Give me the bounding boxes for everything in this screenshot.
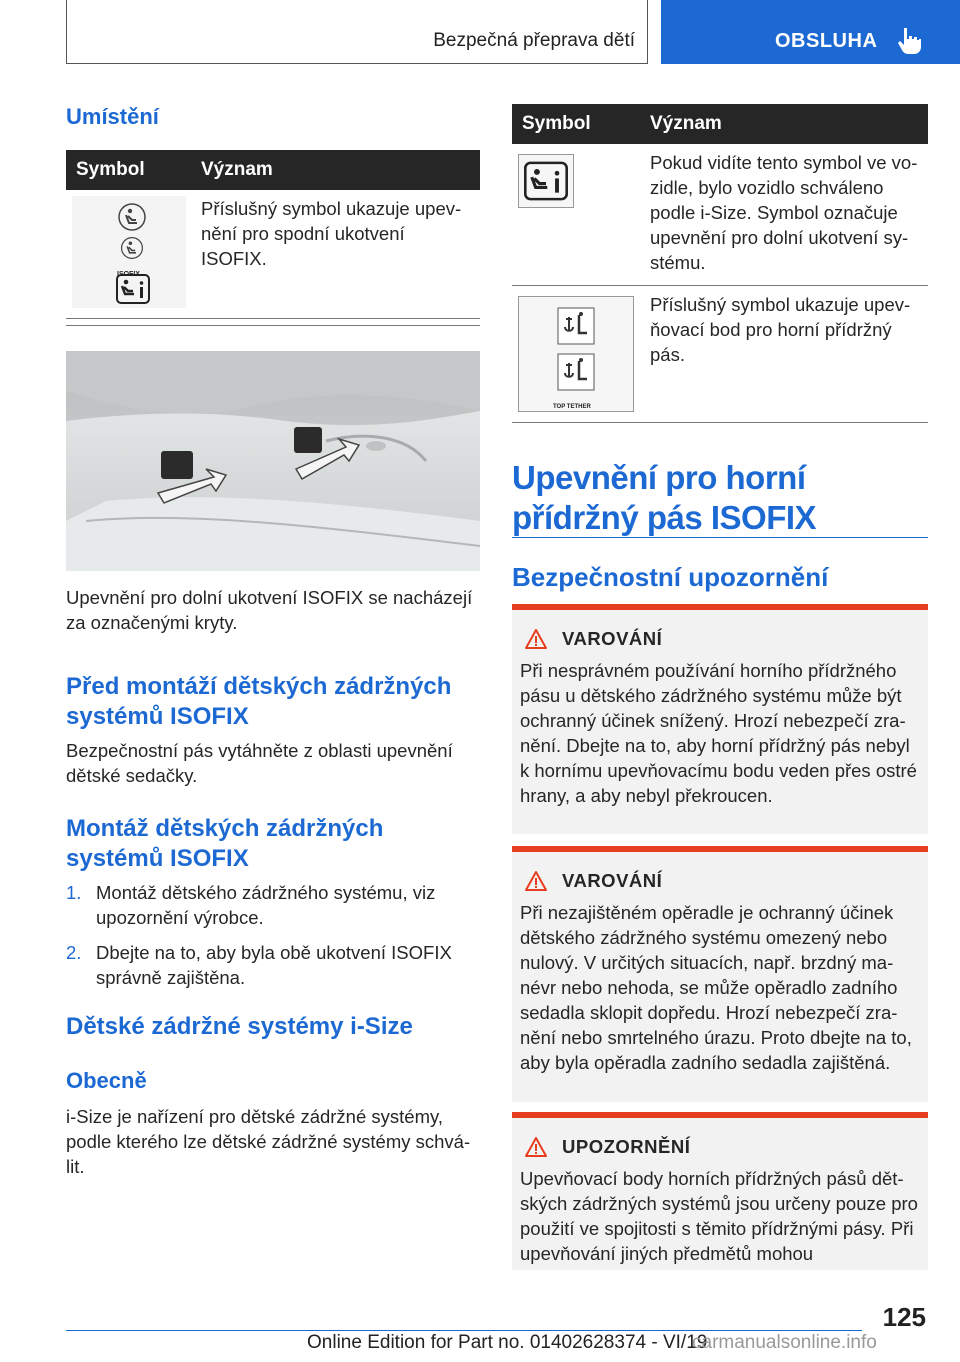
heading-underline [512,537,928,538]
child-seat-icon [120,236,144,260]
warning-box [512,846,928,1102]
step-number: 1. [66,882,82,903]
warning-triangle-icon [524,1136,548,1158]
general-text: i-Size je nařízení pro dětské zádržné systémy, podle kterého lze dětské zádržné systémy schvá-lit. [66,1106,471,1177]
anchor-seat-icon [557,307,595,345]
list-item [66,880,480,930]
rear-seat-illustration [66,351,480,571]
warning-box [512,604,928,834]
safety-notices-heading: Bezpečnostní upozornění [512,562,829,592]
mounting-steps [66,880,480,1000]
column-header-meaning: Význam [191,150,480,190]
mounting-heading: Montáž dětských zádržných systémů ISOFIX [66,815,384,872]
edition-info: Online Edition for Part no. 01402628374 - VI/19 [307,1332,708,1353]
isofix-label: ISOFIX [117,271,140,278]
header-chapter-box [66,0,648,64]
i-size-symbol-description: Pokud vidíte tento symbol ve vo-zidle, bylo vozidlo schváleno podle i-Size. Symbol označuje upevnění pro dolní ukotvení sy-stému. [650,152,918,273]
list-item [66,940,480,990]
step-text: Montáž dětského zádržného systému, viz upozornění výrobce. [96,882,436,928]
caution-box [512,1112,928,1270]
warning-triangle-icon [524,628,548,650]
photo-caption: Upevnění pro dolní ukotvení ISOFIX se nacházejí za označenými kryty. [66,587,473,633]
placement-heading: Umístění [66,104,159,129]
chapter-title: Bezpečná přeprava dětí [433,30,635,51]
footer-divider [66,1330,862,1331]
warning-triangle-icon [524,870,548,892]
before-mounting-heading: Před montáží dětských zádržných systémů ISOFIX [66,673,452,730]
header-section-tab [661,0,960,64]
isofix-symbols-image [72,196,186,308]
step-text: Dbejte na to, aby byla obě ukotvení ISOFIX správně zajištěna. [96,942,452,988]
column-header-meaning: Význam [640,104,928,144]
watermark: carmanualsonline.info [692,1332,877,1353]
top-tether-heading: Upevnění pro horní přídržný pás ISOFIX [512,459,817,536]
section-title: OBSLUHA [775,30,878,52]
table-divider [66,325,480,326]
i-size-symbol-table [512,104,928,423]
general-heading: Obecně [66,1068,147,1093]
warning-label: VAROVÁNÍ [562,870,663,891]
i-size-seat-icon [524,161,568,201]
top-tether-label: TOP TETHER [553,404,591,410]
before-mounting-text: Bezpečnostní pás vytáhněte z oblasti upevnění dětské sedačky. [66,740,453,786]
page-number: 125 [882,1302,926,1332]
isofix-symbol-table [66,150,480,319]
hand-pointer-icon [897,26,923,54]
top-tether-symbol-description: Příslušný symbol ukazuje upev-ňovací bod pro horní přídržný pás. [650,294,911,365]
warning-label: VAROVÁNÍ [562,628,663,649]
i-size-symbol-image [518,154,574,208]
step-number: 2. [66,942,82,963]
warning-text: Při nezajištěném opěradle je ochranný účinek dětského zádržného systému omezený nebo nulový. V určitých situacích, např. brzdný ma-névr nebo nehoda, se může opěradlo zadního sedadla sklopit dopředu. Hrozí nebezpečí zra-nění nebo smrtelného úrazu. Proto dbejte na to, aby byla opěradla zadního sedadla zajištěná. [520,902,912,1073]
warning-text: Při nesprávném používání horního přídržného pásu u dětského zádržného systému může být ochranný účinek snížený. Hrozí nebezpečí zra-nění. Dbejte na to, aby horní přídržný pás nebyl k hornímu upevňovacímu bodu veden přes ostré hrany, a aby nebyl překroucen. [520,660,917,806]
top-tether-symbols-image [518,296,634,412]
isofix-symbol-description: Příslušný symbol ukazuje upev-nění pro spodní ukotvení ISOFIX. [201,198,462,269]
caution-text: Upevňovací body horních přídržných pásů dět-ských zádržných systémů jsou určeny pouze pro použití ve spojitosti s těmito přídržnými pásy. Při upevňování jiných předmětů mohou [520,1168,918,1264]
column-header-symbol: Symbol [66,150,191,190]
rear-seat-photo [66,351,480,571]
i-size-heading: Dětské zádržné systémy i-Size [66,1013,413,1040]
caution-label: UPOZORNĚNÍ [562,1136,691,1157]
i-size-seat-icon [116,274,150,304]
anchor-seat-icon [557,353,595,391]
child-seat-icon [117,202,147,232]
column-header-symbol: Symbol [512,104,640,144]
